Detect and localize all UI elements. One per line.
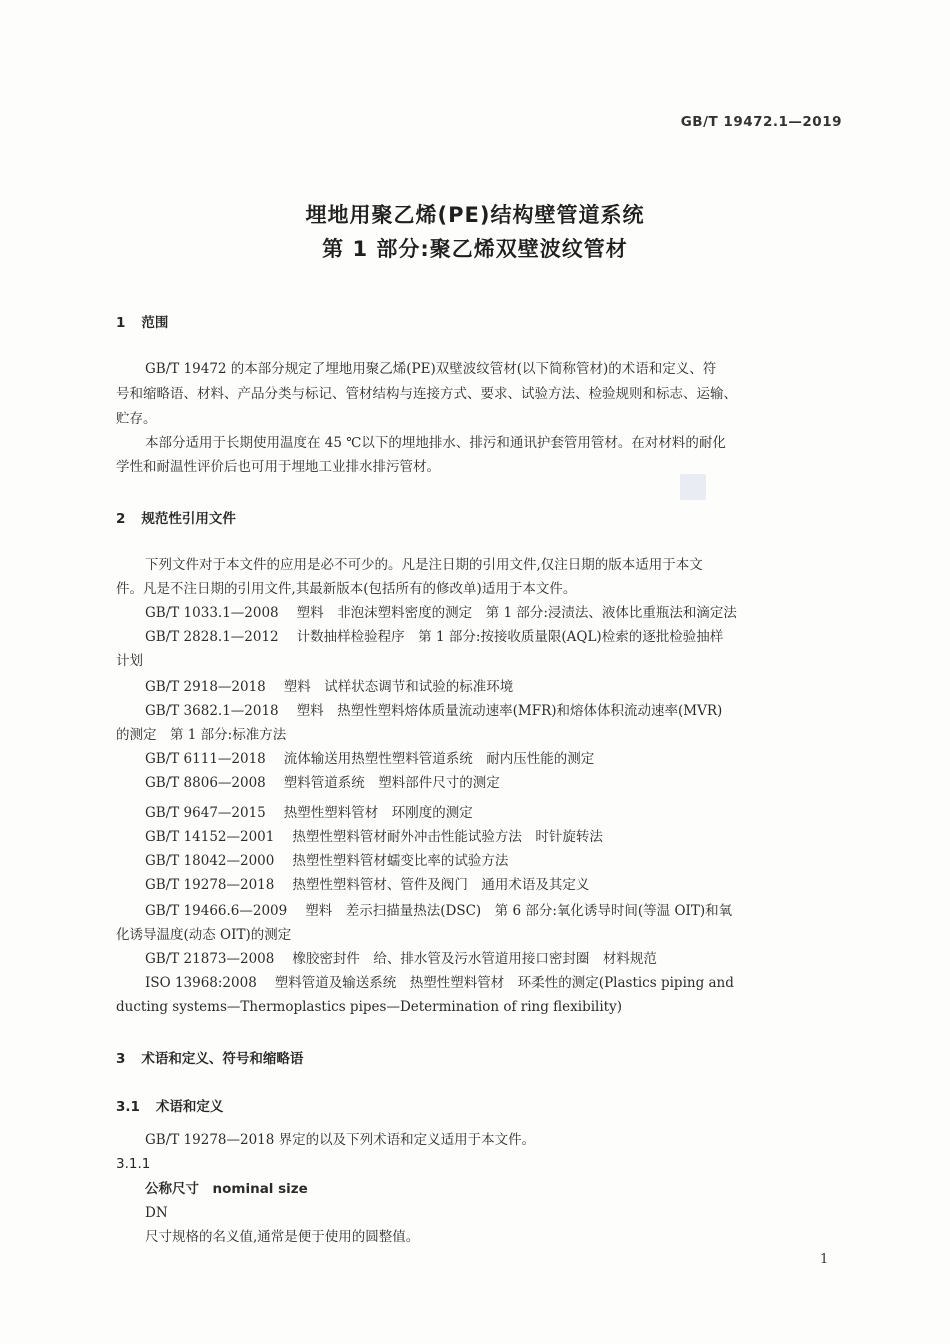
reference-code: GB/T 18042—2000 [145,853,275,869]
reference-item [145,628,723,646]
subsection-title: 术语和定义 [155,1099,224,1115]
reference-code: GB/T 8806—2008 [145,775,266,791]
reference-continuation: 化诱导温度(动态 OIT)的测定 [116,927,292,943]
paragraph-line: 下列文件对于本文件的应用是必不可少的。凡是注日期的引用文件,仅注日期的版本适用于本文 [145,557,703,573]
subsection-number: 3.1 [116,1099,140,1115]
reference-title: 塑料 热塑性塑料熔体质量流动速率(MFR)和熔体体积流动速率(MVR) [296,703,723,719]
document-title-line-1: 埋地用聚乙烯(PE)结构壁管道系统 [305,203,645,227]
reference-title: 塑料 差示扫描量热法(DSC) 第 6 部分:氧化诱导时间(等温 OIT)和氧 [305,903,733,919]
reference-item [145,902,732,920]
reference-title: 橡胶密封件 给、排水管及污水管道用接口密封圈 材料规范 [292,951,657,967]
paragraph-line: 学性和耐温性评价后也可用于埋地工业排水排污管材。 [116,459,440,475]
reference-continuation: 的测定 第 1 部分:标准方法 [116,727,287,743]
reference-title: 热塑性塑料管材、管件及阀门 通用术语及其定义 [292,877,590,893]
reference-item [145,974,734,992]
term-name: 公称尺寸 nominal size [145,1181,308,1197]
reference-item [145,876,589,894]
reference-title: 流体输送用热塑性塑料管道系统 耐内压性能的测定 [283,751,595,767]
paragraph-line: 贮存。 [116,411,157,427]
reference-title: 计数抽样检验程序 第 1 部分:按接收质量限(AQL)检索的逐批检验抽样 [296,629,724,645]
reference-code: GB/T 2828.1—2012 [145,629,279,645]
reference-title: 塑料管道系统 塑料部件尺寸的测定 [283,775,500,791]
section-3-heading [116,1047,303,1067]
reference-code: GB/T 6111—2018 [145,751,266,767]
reference-code: GB/T 2918—2018 [145,679,266,695]
reference-title: 塑料 试样状态调节和试验的标准环境 [283,679,514,695]
reference-item [145,774,500,792]
reference-title: 热塑性塑料管材 环刚度的测定 [283,805,473,821]
reference-title: 热塑性塑料管材耐外冲击性能试验方法 时针旋转法 [292,829,603,845]
section-number: 3 [116,1051,126,1067]
reference-item [145,828,603,846]
section-title: 规范性引用文件 [141,511,236,527]
reference-item [145,604,737,622]
paragraph-line: GB/T 19472 的本部分规定了埋地用聚乙烯(PE)双壁波纹管材(以下简称管材)的术语和定义、符 [145,361,717,377]
section-title: 术语和定义、符号和缩略语 [141,1051,304,1067]
paragraph-line: GB/T 19278—2018 界定的以及下列术语和定义适用于本文件。 [145,1132,536,1148]
reference-item [145,702,722,720]
term-definition: 尺寸规格的名义值,通常是便于使用的圆整值。 [145,1229,420,1245]
reference-code: GB/T 19278—2018 [145,877,275,893]
subsection-3-1-heading [116,1095,223,1115]
standard-number: GB/T 19472.1—2019 [680,114,842,130]
term-number: 3.1.1 [116,1156,151,1172]
reference-continuation: 计划 [116,653,143,669]
page-number: 1 [820,1252,829,1267]
paragraph-line: 本部分适用于长期使用温度在 45 ℃以下的埋地排水、排污和通讯护套管用管材。在对材料的耐化 [145,435,726,451]
reference-item [145,852,508,870]
reference-item [145,750,594,768]
section-2-heading [116,507,236,527]
section-number: 1 [116,315,126,331]
scan-artifact [680,474,706,500]
reference-code: GB/T 3682.1—2018 [145,703,279,719]
reference-item [145,950,657,968]
document-title-line-2: 第 1 部分:聚乙烯双壁波纹管材 [322,237,628,261]
section-1-heading [116,311,168,331]
reference-title: 热塑性塑料管材蠕变比率的试验方法 [292,853,509,869]
reference-code: GB/T 19466.6—2009 [145,903,288,919]
reference-code: GB/T 21873—2008 [145,951,275,967]
reference-code: GB/T 9647—2015 [145,805,266,821]
term-symbol: DN [145,1205,168,1221]
reference-title: 塑料管道及输送系统 热塑性塑料管材 环柔性的测定(Plastics piping and [274,975,734,991]
reference-code: GB/T 1033.1—2008 [145,605,279,621]
reference-item [145,804,473,822]
section-title: 范围 [141,315,169,331]
reference-title: 塑料 非泡沫塑料密度的测定 第 1 部分:浸渍法、液体比重瓶法和滴定法 [296,605,737,621]
reference-code: GB/T 14152—2001 [145,829,275,845]
section-number: 2 [116,511,126,527]
reference-continuation: ducting systems—Thermoplastics pipes—Determination of ring flexibility) [116,999,622,1015]
reference-item [145,678,513,696]
paragraph-line: 号和缩略语、材料、产品分类与标记、管材结构与连接方式、要求、试验方法、检验规则和标志、运输、 [116,386,737,402]
paragraph-line: 件。凡是不注日期的引用文件,其最新版本(包括所有的修改单)适用于本文件。 [116,581,577,597]
reference-code: ISO 13968:2008 [145,975,257,991]
